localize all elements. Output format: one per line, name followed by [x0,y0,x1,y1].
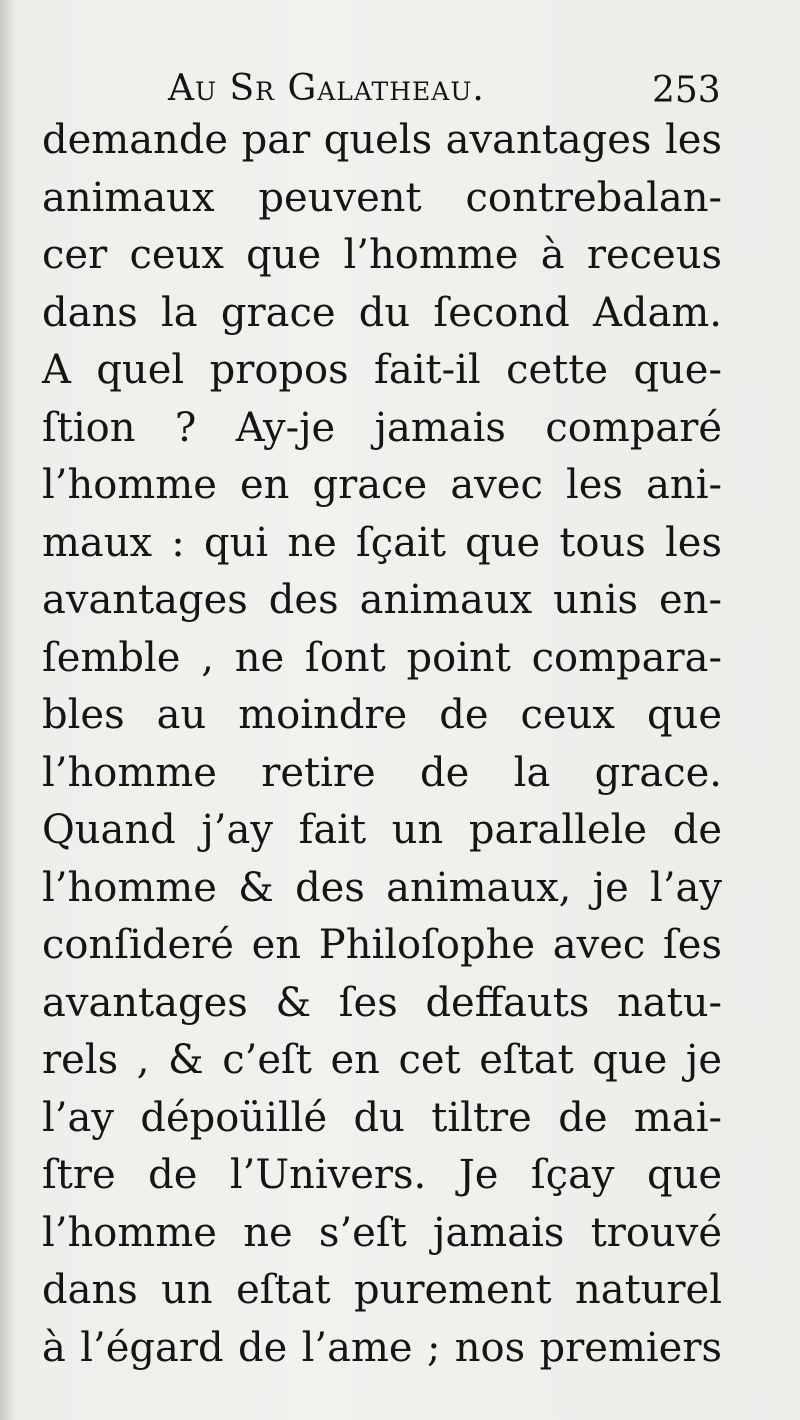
text-line: animaux peuvent contrebalan- [42,174,722,221]
text-line: Quand j’ay fait un parallele de [42,807,722,853]
page-number: 253 [652,70,721,111]
text-line: ſtion ? Ay-je jamais comparé [42,404,722,451]
text-line: demande par quels avantages les [42,117,722,163]
body-text [42,112,722,1377]
text-line: rels , & c’eſt en cet eſtat que je [42,1037,722,1083]
text-line: ſtre de l’Univers. Je ſçay que [42,1152,722,1198]
text-line: cer ceux que l’homme à receus [42,232,722,278]
text-line: l’homme ne s’eſt jamais trouvé [42,1209,722,1256]
text-line: dans un eſtat purement naturel [42,1267,722,1313]
text-line: l’ay dépoüillé du tiltre de mai- [42,1094,722,1141]
page-gutter [0,0,14,1420]
text-line: avantages & ſes deffauts natu- [42,979,722,1026]
running-head: Au Sr Galatheau. [168,68,485,109]
text-line: dans la grace du ſecond Adam. [42,289,722,336]
text-line: bles au moindre de ceux que [42,692,722,738]
text-line: l’homme retire de la grace. [42,749,722,796]
text-line: A quel propos fait-il cette que- [42,347,722,393]
page-header [0,58,800,118]
text-line: ſemble , ne ſont point compara- [42,634,722,681]
text-line: avantages des animaux unis en- [42,577,722,623]
text-line: l’homme en grace avec les ani- [42,462,722,508]
text-line: maux : qui ne ſçait que tous les [42,519,722,566]
text-line: conſideré en Philoſophe avec ſes [42,922,722,968]
text-line: l’homme & des animaux, je l’ay [42,864,722,911]
text-line: à l’égard de l’ame ; nos premiers [42,1324,722,1371]
